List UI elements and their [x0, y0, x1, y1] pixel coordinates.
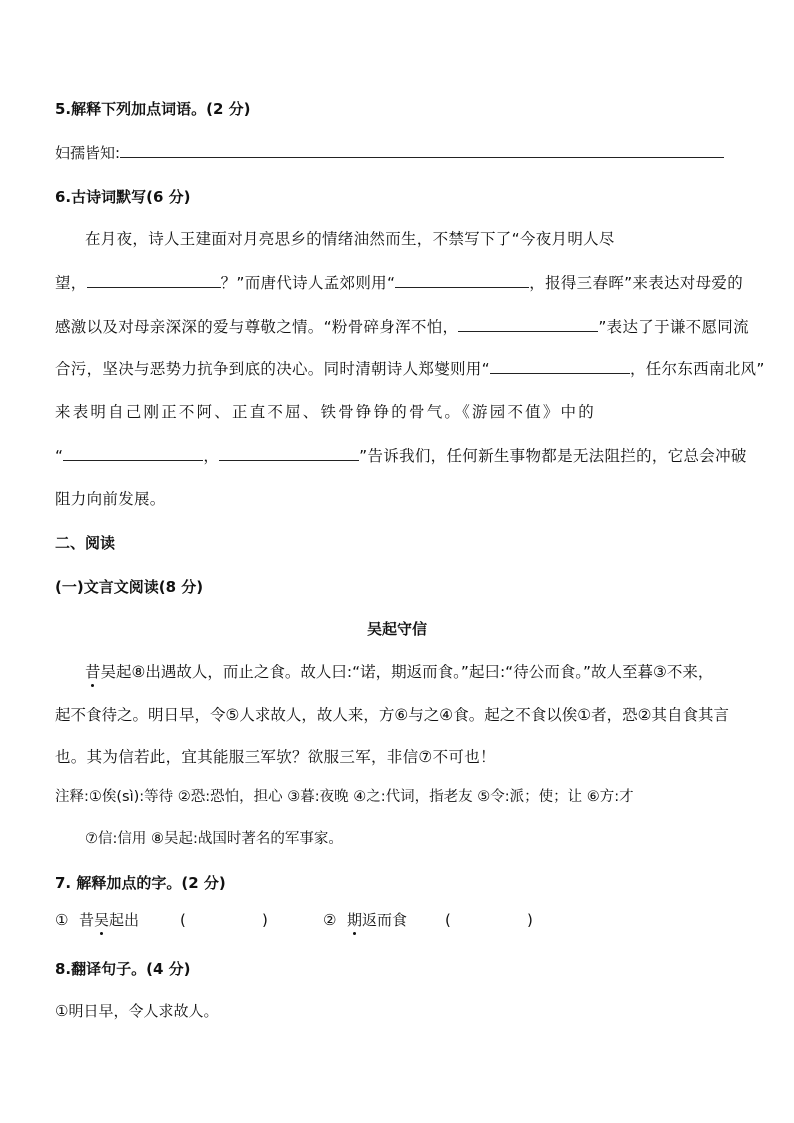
q7-item-2-text	[347, 909, 407, 931]
q6-text: 感激以及对母亲深深的爱与尊敬之情。“粉骨碎身浑不怕，	[55, 318, 459, 336]
q6-text: ，	[203, 447, 220, 465]
q6-text: 望，	[55, 274, 87, 292]
passage-line-3: 也。其为信若此，宜其能服三军欤？欲服三军，非信⑦不可也！	[55, 748, 496, 766]
q6-text: “	[55, 447, 64, 465]
q6-text: ，报得三春晖”来表达对母爱的	[529, 274, 744, 292]
q7-title: 7. 解释加点的字。(2 分)	[55, 874, 226, 892]
section-2-title: 二、阅读	[55, 534, 116, 552]
q6-blank-3[interactable]	[458, 317, 598, 332]
q6-line-3	[55, 316, 749, 338]
section-2-subtitle: (一)文言文阅读(8 分)	[55, 578, 204, 596]
q6-line-4	[55, 358, 765, 380]
q6-line-2	[55, 272, 743, 294]
q7-item-2-number: ②	[323, 911, 337, 929]
q7-text: 返而食	[362, 911, 408, 929]
q6-text: ？”而唐代诗人孟郊则用“	[220, 274, 396, 292]
q6-line-6	[55, 445, 747, 467]
q5-item	[55, 142, 724, 164]
q5-answer-blank[interactable]	[120, 143, 724, 158]
passage-line-2: 起不食待之。明日早，令⑤人求故人，故人来，方⑥与之④食。起之不食以俟①者，恐②其自食其言	[55, 706, 729, 724]
q5-title: 5.解释下列加点词语。(2 分)	[55, 100, 251, 118]
passage-text: 吴起⑧出遇故人，而止之食。故人曰:“诺，期返而食。”起曰:“待公而食。”故人至暮③不来，	[100, 663, 714, 681]
q6-text: 在月夜，诗人王建面对月亮思乡的情绪油然而生，不禁写下了“今夜月明人尽	[85, 230, 615, 248]
q6-title: 6.古诗词默写(6 分)	[55, 188, 191, 206]
q7-text: 起出	[109, 911, 140, 929]
passage-text-dotted: 昔	[85, 663, 101, 681]
q6-blank-2[interactable]	[395, 273, 529, 288]
q6-text: 阻力向前发展。	[55, 490, 166, 508]
q6-text: ”告诉我们，任何新生事物都是无法阻拦的，它总会冲破	[359, 447, 747, 465]
q6-line-5	[55, 401, 596, 423]
q7-item-2-paren-open: (	[445, 911, 451, 929]
q6-blank-4[interactable]	[490, 359, 630, 374]
q6-text: ”表达了于谦不愿同流	[598, 318, 749, 336]
q6-text: 合污，坚决与恶势力抗争到底的决心。同时清朝诗人郑燮则用“	[55, 360, 490, 378]
q7-items	[55, 909, 755, 933]
q7-text: 昔	[79, 911, 95, 929]
q7-item-2-answer[interactable]	[460, 909, 520, 929]
q6-line-1	[85, 228, 615, 250]
q7-item-1-paren-open: (	[180, 911, 186, 929]
q6-blank-1[interactable]	[87, 273, 221, 288]
q8-title: 8.翻译句子。(4 分)	[55, 960, 191, 978]
passage-line-1	[85, 661, 713, 683]
passage-notes-1: 注释:①俟(sì):等待 ②恐:恐怕，担心 ③暮:夜晚 ④之:代词，指老友 ⑤令:派；使；让 ⑥方:才	[55, 789, 634, 805]
q7-dotted-char: 期	[347, 911, 363, 929]
q6-text: 来表明自己刚正不阿、正直不屈、铁骨铮铮的骨气。《游园不值》中的	[55, 403, 596, 421]
q7-item-1-text	[79, 909, 139, 931]
q7-item-1-paren-close: )	[262, 911, 268, 929]
q6-text: ，任尔东西南北风”	[629, 360, 765, 378]
q7-dotted-char: 吴	[94, 911, 110, 929]
passage-notes-2: ⑦信:信用 ⑧吴起:战国时著名的军事家。	[85, 831, 343, 847]
q8-sentence-1: ①明日早，令人求故人。	[55, 1002, 219, 1020]
q5-item-label: 妇孺皆知:	[55, 144, 121, 162]
q7-item-1-answer[interactable]	[195, 909, 255, 929]
q6-blank-6[interactable]	[219, 446, 359, 461]
q7-item-2-paren-close: )	[527, 911, 533, 929]
q7-item-1-number: ①	[55, 911, 69, 929]
q6-line-7	[55, 488, 166, 510]
q6-blank-5[interactable]	[63, 446, 203, 461]
passage-title: 吴起守信	[366, 620, 427, 638]
